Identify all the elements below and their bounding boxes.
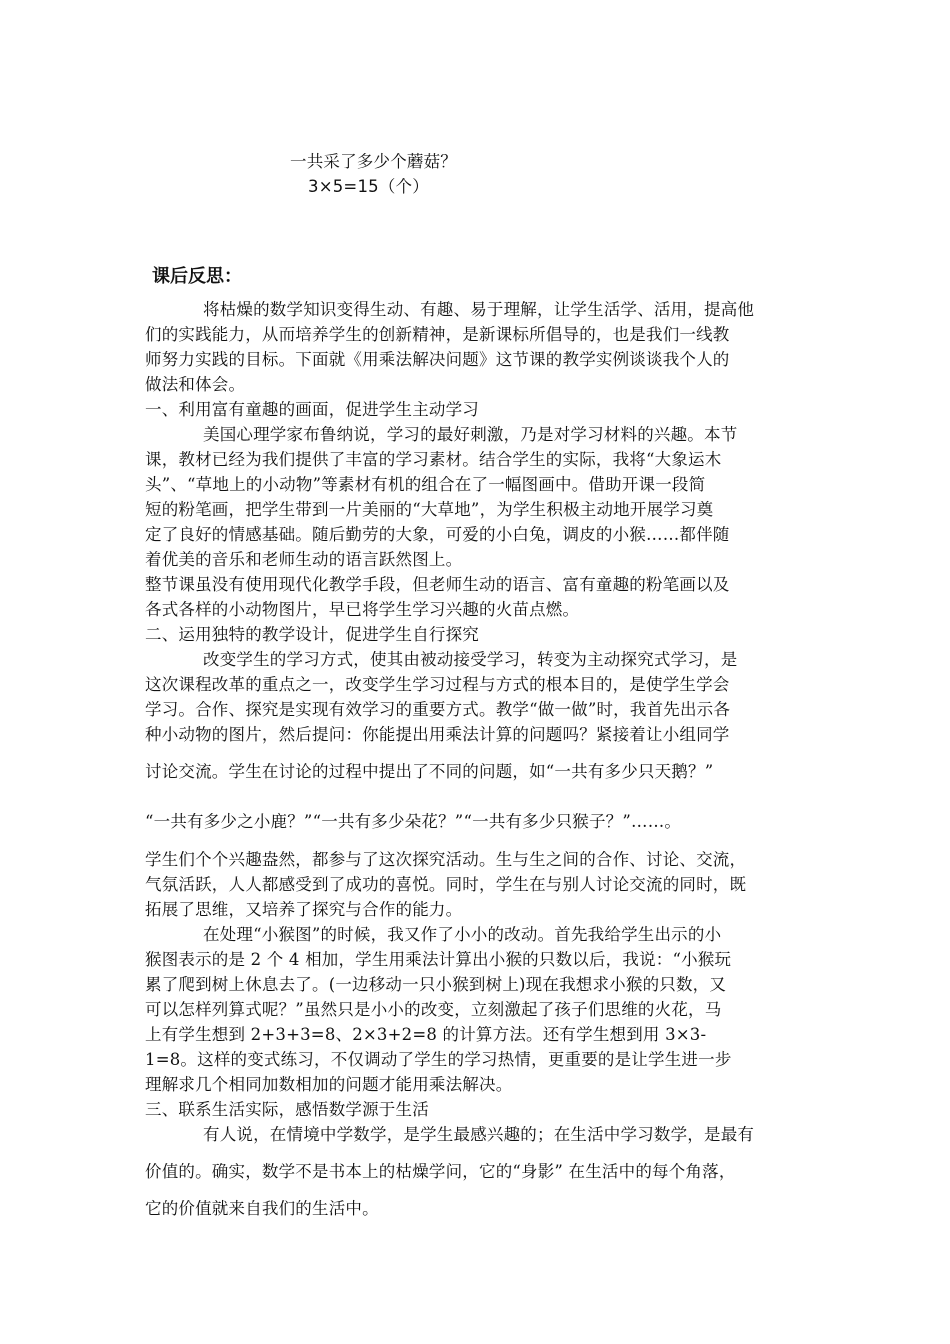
- paragraph-line: 课，教材已经为我们提供了丰富的学习素材。结合学生的实际，我将“大象运木: [145, 450, 722, 469]
- paragraph-line: 改变学生的学习方式，使其由被动接受学习，转变为主动探究式学习，是: [203, 650, 738, 669]
- paragraph-line: 这次课程改革的重点之一，改变学生学习过程与方式的根本目的，是使学生学会: [145, 675, 730, 694]
- paragraph-line: 理解求几个相同加数相加的问题才能用乘法解决。: [145, 1075, 513, 1094]
- heading-3: 三、联系生活实际，感悟数学源于生活: [145, 1100, 429, 1119]
- paragraph-line: 可以怎样列算式呢？”虽然只是小小的改变，立刻激起了孩子们思维的火花，马: [145, 1000, 722, 1019]
- paragraph-line: 在处理“小猴图”的时候，我又作了小小的改动。首先我给学生出示的小: [203, 925, 722, 944]
- paragraph-line: 拓展了思维，又培养了探究与合作的能力。: [145, 900, 463, 919]
- paragraph-line: 学习。合作、探究是实现有效学习的重要方式。教学“做一做”时，我首先出示各: [145, 700, 731, 719]
- paragraph-line: 各式各样的小动物图片，早已将学生学习兴趣的火苗点燃。: [145, 600, 580, 619]
- paragraph-line: 们的实践能力，从而培养学生的创新精神，是新课标所倡导的，也是我们一线教: [145, 325, 730, 344]
- paragraph-line: “一共有多少之小鹿？”“一共有多少朵花？”“一共有多少只猴子？”……。: [145, 812, 682, 831]
- paragraph-line: 头”、“草地上的小动物”等素材有机的组合在了一幅图画中。借助开课一段简: [145, 475, 706, 494]
- paragraph-line: 短的粉笔画，把学生带到一片美丽的“大草地”，为学生积极主动地开展学习奠: [145, 500, 714, 519]
- paragraph-line: 气氛活跃，人人都感受到了成功的喜悦。同时，学生在与别人讨论交流的同时，既: [145, 875, 747, 894]
- paragraph-line: 做法和体会。: [145, 375, 246, 394]
- equation-line: 3×5=15（个）: [308, 177, 429, 196]
- heading-1: 一、利用富有童趣的画面，促进学生主动学习: [145, 400, 479, 419]
- paragraph-line: 美国心理学家布鲁纳说，学习的最好刺激，乃是对学习材料的兴趣。本节: [203, 425, 738, 444]
- paragraph-line: 1=8。这样的变式练习，不仅调动了学生的学习热情，更重要的是让学生进一步: [145, 1050, 732, 1069]
- heading-2: 二、运用独特的教学设计，促进学生自行探究: [145, 625, 479, 644]
- question-line: 一共采了多少个蘑菇？: [290, 152, 457, 171]
- paragraph-line: 累了爬到树上休息去了。(一边移动一只小猴到树上)现在我想求小猴的只数，又: [145, 975, 727, 994]
- paragraph-line: 整节课虽没有使用现代化教学手段，但老师生动的语言、富有童趣的粉笔画以及: [145, 575, 730, 594]
- paragraph-line: 将枯燥的数学知识变得生动、有趣、易于理解，让学生活学、活用，提高他: [203, 300, 755, 319]
- paragraph-line: 师努力实践的目标。下面就《用乘法解决问题》这节课的教学实例谈谈我个人的: [145, 350, 730, 369]
- paragraph-line: 上有学生想到 2+3+3=8、2×3+2=8 的计算方法。还有学生想到用 3×3-: [145, 1025, 707, 1044]
- paragraph-line: 有人说，在情境中学数学，是学生最感兴趣的；在生活中学习数学，是最有: [203, 1125, 755, 1144]
- paragraph-line: 价值的。确实，数学不是书本上的枯燥学问，它的“身影” 在生活中的每个角落，: [145, 1162, 736, 1181]
- paragraph-line: 种小动物的图片，然后提问：你能提出用乘法计算的问题吗？紧接着让小组同学: [145, 725, 730, 744]
- paragraph-line: 它的价值就来自我们的生活中。: [145, 1199, 379, 1218]
- paragraph-line: 着优美的音乐和老师生动的语言跃然图上。: [145, 550, 463, 569]
- paragraph-line: 学生们个个兴趣盎然，都参与了这次探究活动。生与生之间的合作、讨论、交流，: [145, 850, 747, 869]
- paragraph-line: 讨论交流。学生在讨论的过程中提出了不同的问题，如“一共有多少只天鹅？”: [145, 762, 714, 781]
- paragraph-line: 猴图表示的是 2 个 4 相加，学生用乘法计算出小猴的只数以后，我说：“小猴玩: [145, 950, 732, 969]
- paragraph-line: 定了良好的情感基础。随后勤劳的大象，可爱的小白兔，调皮的小猴……都伴随: [145, 525, 730, 544]
- section-title: 课后反思：: [152, 266, 242, 287]
